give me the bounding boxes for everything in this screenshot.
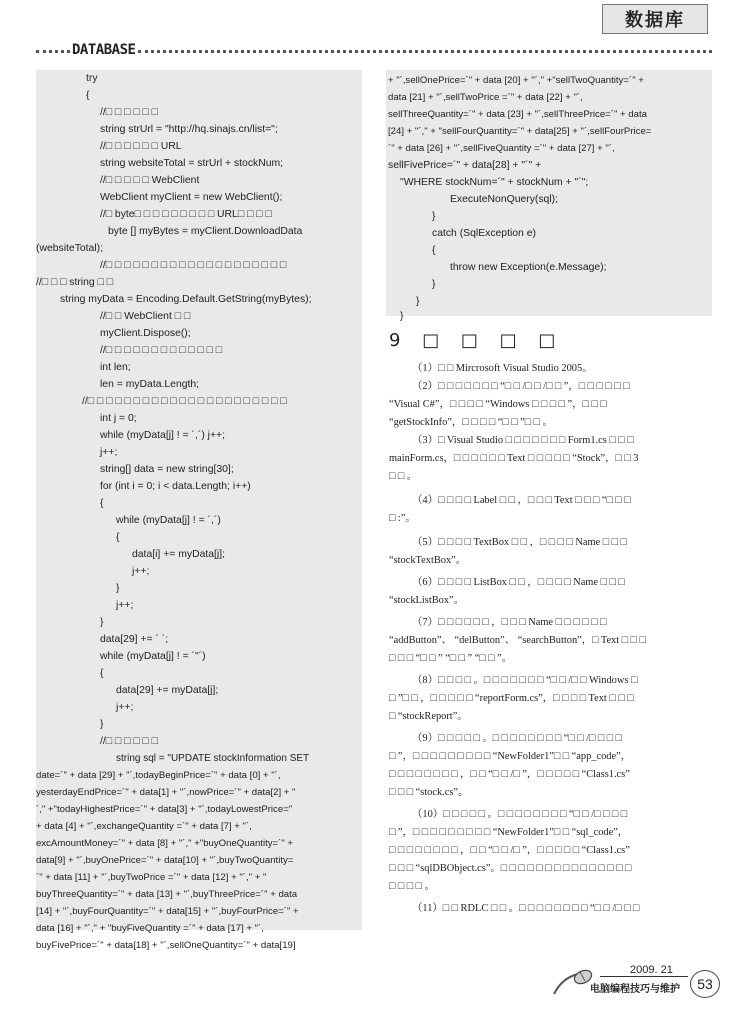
step-line: □ □ □ □ □ □ □ □ ，□ □ “□ □ /□ ”，□ □ □ □ □ “Class1.cs” [389, 769, 630, 780]
code-line: len = myData.Length; [100, 379, 200, 390]
code-line: string strUrl = "http://hq.sinajs.cn/list="; [100, 124, 278, 135]
code-line: ´," +"todayHighestPrice=´" + data[3] + "´,todayLowestPrice=" [36, 804, 293, 815]
section-number: 9 [389, 330, 409, 351]
issue-date: 2009. 21 [630, 964, 673, 976]
code-block-left [36, 70, 362, 951]
step-line: “getStockInfo”，□ □ □ □ “□ □ ”□ □ 。 [389, 417, 553, 428]
step-line: （4）□ □ □ □ Label □ □ ，□ □ □ Text □ □ □ “□ □ □ [412, 495, 631, 506]
code-line: buyFivePrice=´" + data[18] + "´,sellOneQuantity=´" + data[19] [36, 940, 296, 951]
code-line: ´" + data [11] + "´,buyTwoPrice =´" + data [12] + "´," + " [36, 872, 267, 883]
step-line: （6）□ □ □ □ ListBox □ □ ，□ □ □ □ Name □ □ □ [412, 577, 625, 588]
step-line: （11）□ □ RDLC □ □ 。□ □ □ □ □ □ □ □ “□ □ /□ □ □ [412, 903, 640, 914]
dotted-rule-left [36, 50, 70, 53]
step-line: “stockListBox”。 [389, 595, 465, 606]
code-line: while (myData[j] ! = ´"´) [100, 651, 206, 662]
database-label: DATABASE [72, 42, 136, 58]
code-line: + data [4] + "´,exchangeQuantity =´" + data [7] + "´, [36, 821, 252, 832]
code-line: //□ □ □ □ □ □ □ □ □ □ □ □ □ □ □ □ □ □ □ □ □ □ [82, 396, 287, 407]
code-line: WebClient myClient = new WebClient(); [100, 192, 283, 203]
step-line: （2）□ □ □ □ □ □ □ “□ □ /□ □ /□ □ ”，□ □ □ □ □ □ [412, 381, 630, 392]
code-line: "WHERE stockNum=´" + stockNum + "´"; [400, 177, 589, 188]
magazine-name: 电脑编程技巧与维护 [590, 984, 680, 995]
step-line: （8）□ □ □ □ 。□ □ □ □ □ □ □ “□ □ /□ □ Windows □ [412, 675, 638, 686]
code-line: //□ □ □ □ □ □ □ □ □ □ □ □ □ □ □ □ □ □ □ □ [100, 260, 287, 271]
step-line: “addButton”、 “delButton”、 “searchButton”，□ Text □ □ □ [389, 635, 646, 646]
step-line: □ ”□ □ ，□ □ □ □ □ “reportForm.cs”，□ □ □ □ Text □ □ □ [389, 693, 634, 704]
code-line: (websiteTotal); [36, 243, 103, 254]
step-line: □ “stockReport”。 [389, 711, 468, 722]
step-line: mainForm.cs，□ □ □ □ □ □ Text □ □ □ □ □ “Stock”，□ □ 3 [389, 453, 639, 464]
code-line: string myData = Encoding.Default.GetString(myBytes); [60, 294, 312, 305]
code-line: data [21] + "´,sellTwoPrice =´" + data [22] + "´, [388, 92, 583, 103]
code-line: sellFivePrice=´" + data[28] + "´" + [388, 160, 542, 171]
footer-rule [600, 976, 688, 977]
code-line: while (myData[j] ! = ´,´) [116, 515, 221, 526]
code-line: //□ □ □ string □ □ [36, 277, 113, 288]
code-line: + "´,sellOnePrice=´" + data [20] + "´," +"sellTwoQuantity=´" + [388, 75, 644, 86]
code-line: //□ □ □ □ □ □ URL [100, 141, 182, 152]
code-line: } [416, 296, 420, 307]
step-line: “Visual C#”，□ □ □ □ “Windows □ □ □ □ ”，□ □ □ [389, 399, 607, 410]
step-line: （7）□ □ □ □ □ □ ，□ □ □ Name □ □ □ □ □ □ [412, 617, 607, 628]
code-line: int j = 0; [100, 413, 137, 424]
code-line: data[i] += myData[j]; [132, 549, 225, 560]
code-line: } [400, 311, 404, 322]
code-line: excAmountMoney=´" + data [8] + "´," +"buyOneQuantity=´" + [36, 838, 294, 849]
step-line: □ □ □ □ 。 [389, 881, 435, 892]
dotted-rule-right [138, 50, 712, 53]
code-line: try [86, 73, 98, 84]
code-line: //□ □ □ □ □ □ [100, 107, 158, 118]
step-line: （3）□ Visual Studio □ □ □ □ □ □ □ Form1.cs □ □ □ [412, 435, 634, 446]
step-line: □ □ □ □ □ □ □ □ ，□ □ “□ □ /□ ”，□ □ □ □ □ “Class1.cs” [389, 845, 630, 856]
code-line: ExecuteNonQuery(sql); [450, 194, 558, 205]
step-line: □ □ □ “stock.cs”。 [389, 787, 469, 798]
step-line: （9）□ □ □ □ □ 。□ □ □ □ □ □ □ □ “□ □ /□ □ □ □ [412, 733, 622, 744]
code-line: string[] data = new string[30]; [100, 464, 234, 475]
code-line: { [116, 532, 120, 543]
code-line: //□ □ □ □ □ WebClient [100, 175, 200, 186]
code-line: while (myData[j] ! = ´,´) j++; [100, 430, 226, 441]
code-line: //□ byte□ □ □ □ □ □ □ □ □ URL□ □ □ □ [100, 209, 272, 220]
code-line: { [86, 90, 90, 101]
code-line: { [432, 245, 436, 256]
code-line: j++; [116, 702, 134, 713]
section-heading [389, 330, 563, 351]
code-line: } [100, 719, 104, 730]
code-line: //□ □ WebClient □ □ [100, 311, 191, 322]
code-line: myClient.Dispose(); [100, 328, 191, 339]
section-title: □ □ □ □ [422, 330, 564, 351]
code-line: } [116, 583, 120, 594]
code-line: string websiteTotal = strUrl + stockNum; [100, 158, 284, 169]
section-label-box: 数据库 [602, 4, 708, 34]
code-line: throw new Exception(e.Message); [450, 262, 607, 273]
code-line: j++; [132, 566, 150, 577]
step-line: □ □ □ “□ □ ” “□ □ ” “□ □ ”。 [389, 653, 513, 664]
code-line: catch (SqlException e) [432, 228, 536, 239]
code-line: for (int i = 0; i < data.Length; i++) [100, 481, 251, 492]
code-line: yesterdayEndPrice=´" + data[1] + "´,nowPrice=´" + data[2] + " [36, 787, 296, 798]
code-line: [14] + "´,buyFourQuantity=´" + data[15] + "´,buyFourPrice=´" + [36, 906, 299, 917]
code-line: //□ □ □ □ □ □ □ □ □ □ □ □ □ [100, 345, 223, 356]
code-line: { [100, 498, 104, 509]
step-line: （5）□ □ □ □ TextBox □ □ ，□ □ □ □ Name □ □ □ [412, 537, 627, 548]
code-line: string sql = "UPDATE stockInformation SET [116, 753, 310, 764]
code-block-right [386, 70, 712, 322]
step-line: □ :”。 [389, 513, 416, 524]
step-line: “stockTextBox”。 [389, 555, 467, 566]
code-line: data[29] += myData[j]; [116, 685, 219, 696]
step-line: □ □ □ “sqlDBObject.cs”。□ □ □ □ □ □ □ □ □ □ □ □ □ □ □ [389, 863, 632, 874]
code-line: j++; [116, 600, 134, 611]
code-line: } [432, 211, 436, 222]
page-number: 53 [690, 970, 720, 998]
step-line: □ ”，□ □ □ □ □ □ □ □ □ “NewFolder1”□ □ “app_code”， [389, 751, 632, 762]
mouse-icon [552, 968, 594, 1000]
step-line: （10）□ □ □ □ □ 。□ □ □ □ □ □ □ □ “□ □ /□ □ □ □ [412, 809, 628, 820]
code-line: [24] + "´," + "sellFourQuantity=´" + data[25] + "´,sellFourPrice= [388, 126, 652, 137]
step-line: （1）□ □ Mircrosoft Visual Studio 2005。 [412, 363, 593, 374]
code-line: int len; [100, 362, 131, 373]
code-line: data[29] += ´ ´; [100, 634, 169, 645]
code-line: } [100, 617, 104, 628]
code-line: } [432, 279, 436, 290]
step-line: □ □ 。 [389, 471, 418, 482]
code-line: data[9] + "´,buyOnePrice=´" + data[10] + "´,buyTwoQuantity= [36, 855, 294, 866]
code-line: ´" + data [26] + "´,sellFiveQuantity =´" + data [27] + "´, [388, 143, 615, 154]
code-line: { [100, 668, 104, 679]
code-line: byte [] myBytes = myClient.DownloadData [108, 226, 303, 237]
code-line: date=´" + data [29] + "´,todayBeginPrice=´" + data [0] + "´, [36, 770, 281, 781]
code-line: sellThreeQuantity=´" + data [23] + "´,sellThreePrice=´" + data [388, 109, 647, 120]
code-line: data [16] + "´," + "buyFiveQuantity =´" + data [17] + "´, [36, 923, 264, 934]
code-line: j++; [100, 447, 118, 458]
step-line: □ ”，□ □ □ □ □ □ □ □ □ “NewFolder1”□ □ “sql_code”， [389, 827, 629, 838]
code-line: buyThreeQuantity=´" + data [13] + "´,buyThreePrice=´" + data [36, 889, 298, 900]
database-divider [36, 42, 712, 60]
code-line: //□ □ □ □ □ □ [100, 736, 158, 747]
